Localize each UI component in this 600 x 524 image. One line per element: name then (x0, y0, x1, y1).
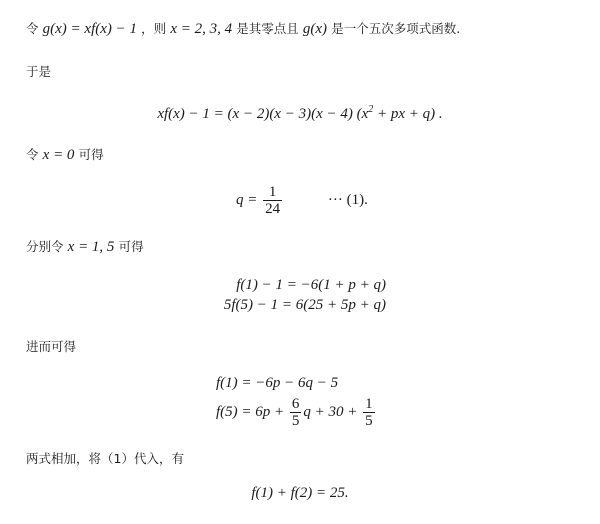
text-fragment: 分别令 (26, 239, 64, 254)
equation-4a: f(1) = −6p − 6q − 5 (216, 375, 339, 391)
equation-part: + px + q) . (373, 106, 443, 122)
math-inline: g(x) (302, 21, 328, 37)
math-inline: x = 1, 5 (67, 239, 115, 255)
fraction (290, 396, 302, 429)
text-line-3 (26, 146, 104, 165)
fraction-denominator: 24 (265, 201, 281, 218)
equation-tag: ··· (1). (327, 192, 368, 208)
fraction-numerator: 1 (263, 184, 282, 201)
text-fragment: ，则 (141, 21, 167, 36)
equation-3b: 5f(5) − 1 = 6(25 + 5p + q) (223, 297, 386, 313)
equation-2 (236, 180, 368, 220)
fraction-numerator: 6 (291, 396, 300, 413)
fraction (363, 396, 375, 429)
text-fragment: 令 (26, 147, 39, 162)
text-line-2: 于是 (26, 64, 52, 79)
fraction-denominator: 5 (291, 413, 300, 430)
fraction-denominator: 5 (365, 413, 373, 430)
equation-4b (216, 392, 377, 432)
text-fragment: 令 (26, 21, 39, 36)
text-fragment: 可得 (78, 147, 104, 162)
math-inline: x = 2, 3, 4 (170, 21, 233, 37)
math-inline: x = 0 (42, 147, 75, 163)
superscript: 2 (368, 104, 374, 115)
equation-part: xf(x) − 1 = (x − 2)(x − 3)(x − 4) (x (157, 106, 369, 122)
equation-part: f(5) = 6p + (216, 404, 285, 420)
text-line-6: 两式相加，将（1）代入，有 (26, 451, 184, 466)
text-fragment: 可得 (118, 239, 144, 254)
equation-part: q + 30 + (303, 404, 358, 420)
equation-3a: f(1) − 1 = −6(1 + p + q) (236, 277, 386, 293)
equation-1 (0, 101, 600, 123)
equation-part: q = (236, 192, 258, 208)
text-line-4 (26, 238, 144, 257)
text-fragment: 是其零点且 (236, 21, 299, 36)
text-line-5: 进而可得 (26, 339, 77, 354)
equation-5: f(1) + f(2) = 25. (251, 485, 349, 501)
math-inline: g(x) = xf(x) − 1 (42, 21, 138, 37)
fraction (263, 184, 282, 217)
text-line-1 (26, 20, 460, 39)
fraction-numerator: 1 (365, 396, 373, 413)
text-fragment: 是一个五次多项式函数. (331, 21, 461, 36)
